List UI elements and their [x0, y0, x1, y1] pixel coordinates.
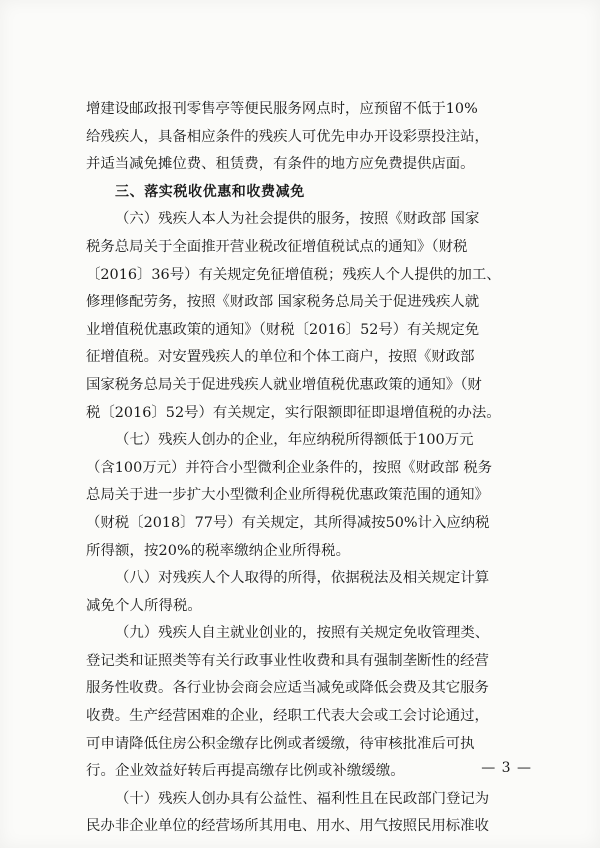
text-line: 给残疾人，具备相应条件的残疾人可优先申办开设彩票投注站，	[86, 128, 489, 145]
text-line: （含100万元）并符合小型微利企业条件的，按照《财政部 税务	[86, 459, 493, 476]
text-line: 征增值税。对安置残疾人的单位和个体工商户，按照《财政部	[86, 349, 475, 366]
text-line: （十）残疾人创办具有公益性、福利性且在民政部门登记为	[115, 790, 490, 807]
section-heading: 三、落实税收优惠和收费减免	[115, 183, 305, 200]
text-line: （九）残疾人自主就业创业的，按照有关规定免收管理类、	[115, 625, 490, 642]
text-line: 总局关于进一步扩大小型微利企业所得税优惠政策范围的通知》	[86, 487, 489, 504]
text-line: 业增值税优惠政策的通知》（财税〔2016〕52号）有关规定免	[86, 321, 480, 338]
text-line: （八）对残疾人个人取得的所得，依据税法及相关规定计算	[115, 570, 490, 587]
text-line: 修理修配劳务，按照《财政部 国家税务总局关于促进残疾人就	[86, 294, 480, 311]
page-number: — 3 —	[481, 760, 532, 776]
text-line: 可申请降低住房公积金缴存比例或者缓缴，待审核批准后可执	[86, 735, 475, 752]
text-line: （财税〔2018〕77号）有关规定，其所得减按50%计入应纳税	[86, 514, 490, 531]
text-line: 登记类和证照类等有关行政事业性收费和具有强制垄断性的经营	[86, 652, 489, 669]
text-line: 减免个人所得税。	[86, 597, 202, 614]
text-line: 收费。生产经营困难的企业，经职工代表大会或工会讨论通过，	[86, 708, 489, 725]
text-line: （六）残疾人本人为社会提供的服务，按照《财政部 国家	[115, 211, 480, 228]
text-line: 并适当减免摊位费、租赁费，有条件的地方应免费提供店面。	[86, 156, 475, 173]
document-body	[86, 96, 522, 841]
text-line: 服务性收费。各行业协会商会应适当减免或降低会费及其它服务	[86, 680, 489, 697]
text-line: 行。企业效益好转后再提高缴存比例或补缴缓缴。	[86, 763, 405, 780]
text-line: 税务总局关于全面推开营业税改征增值税试点的通知》（财税	[86, 238, 468, 255]
text-line: 所得额，按20%的税率缴纳企业所得税。	[86, 542, 351, 559]
text-line: （七）残疾人创办的企业，年应纳税所得额低于100万元	[115, 432, 474, 449]
text-line: 民办非企业单位的经营场所其用电、用水、用气按照民用标准收	[86, 818, 489, 835]
text-line: 国家税务总局关于促进残疾人就业增值税优惠政策的通知》（财	[86, 376, 482, 393]
text-line: 增建设邮政报刊零售亭等便民服务网点时，应预留不低于10%	[86, 101, 478, 117]
text-line: 〔2016〕36号）有关规定免征增值税；残疾人个人提供的加工、	[86, 266, 501, 283]
text-line: 税〔2016〕52号）有关规定，实行限额即征即退增值税的办法。	[86, 404, 501, 421]
